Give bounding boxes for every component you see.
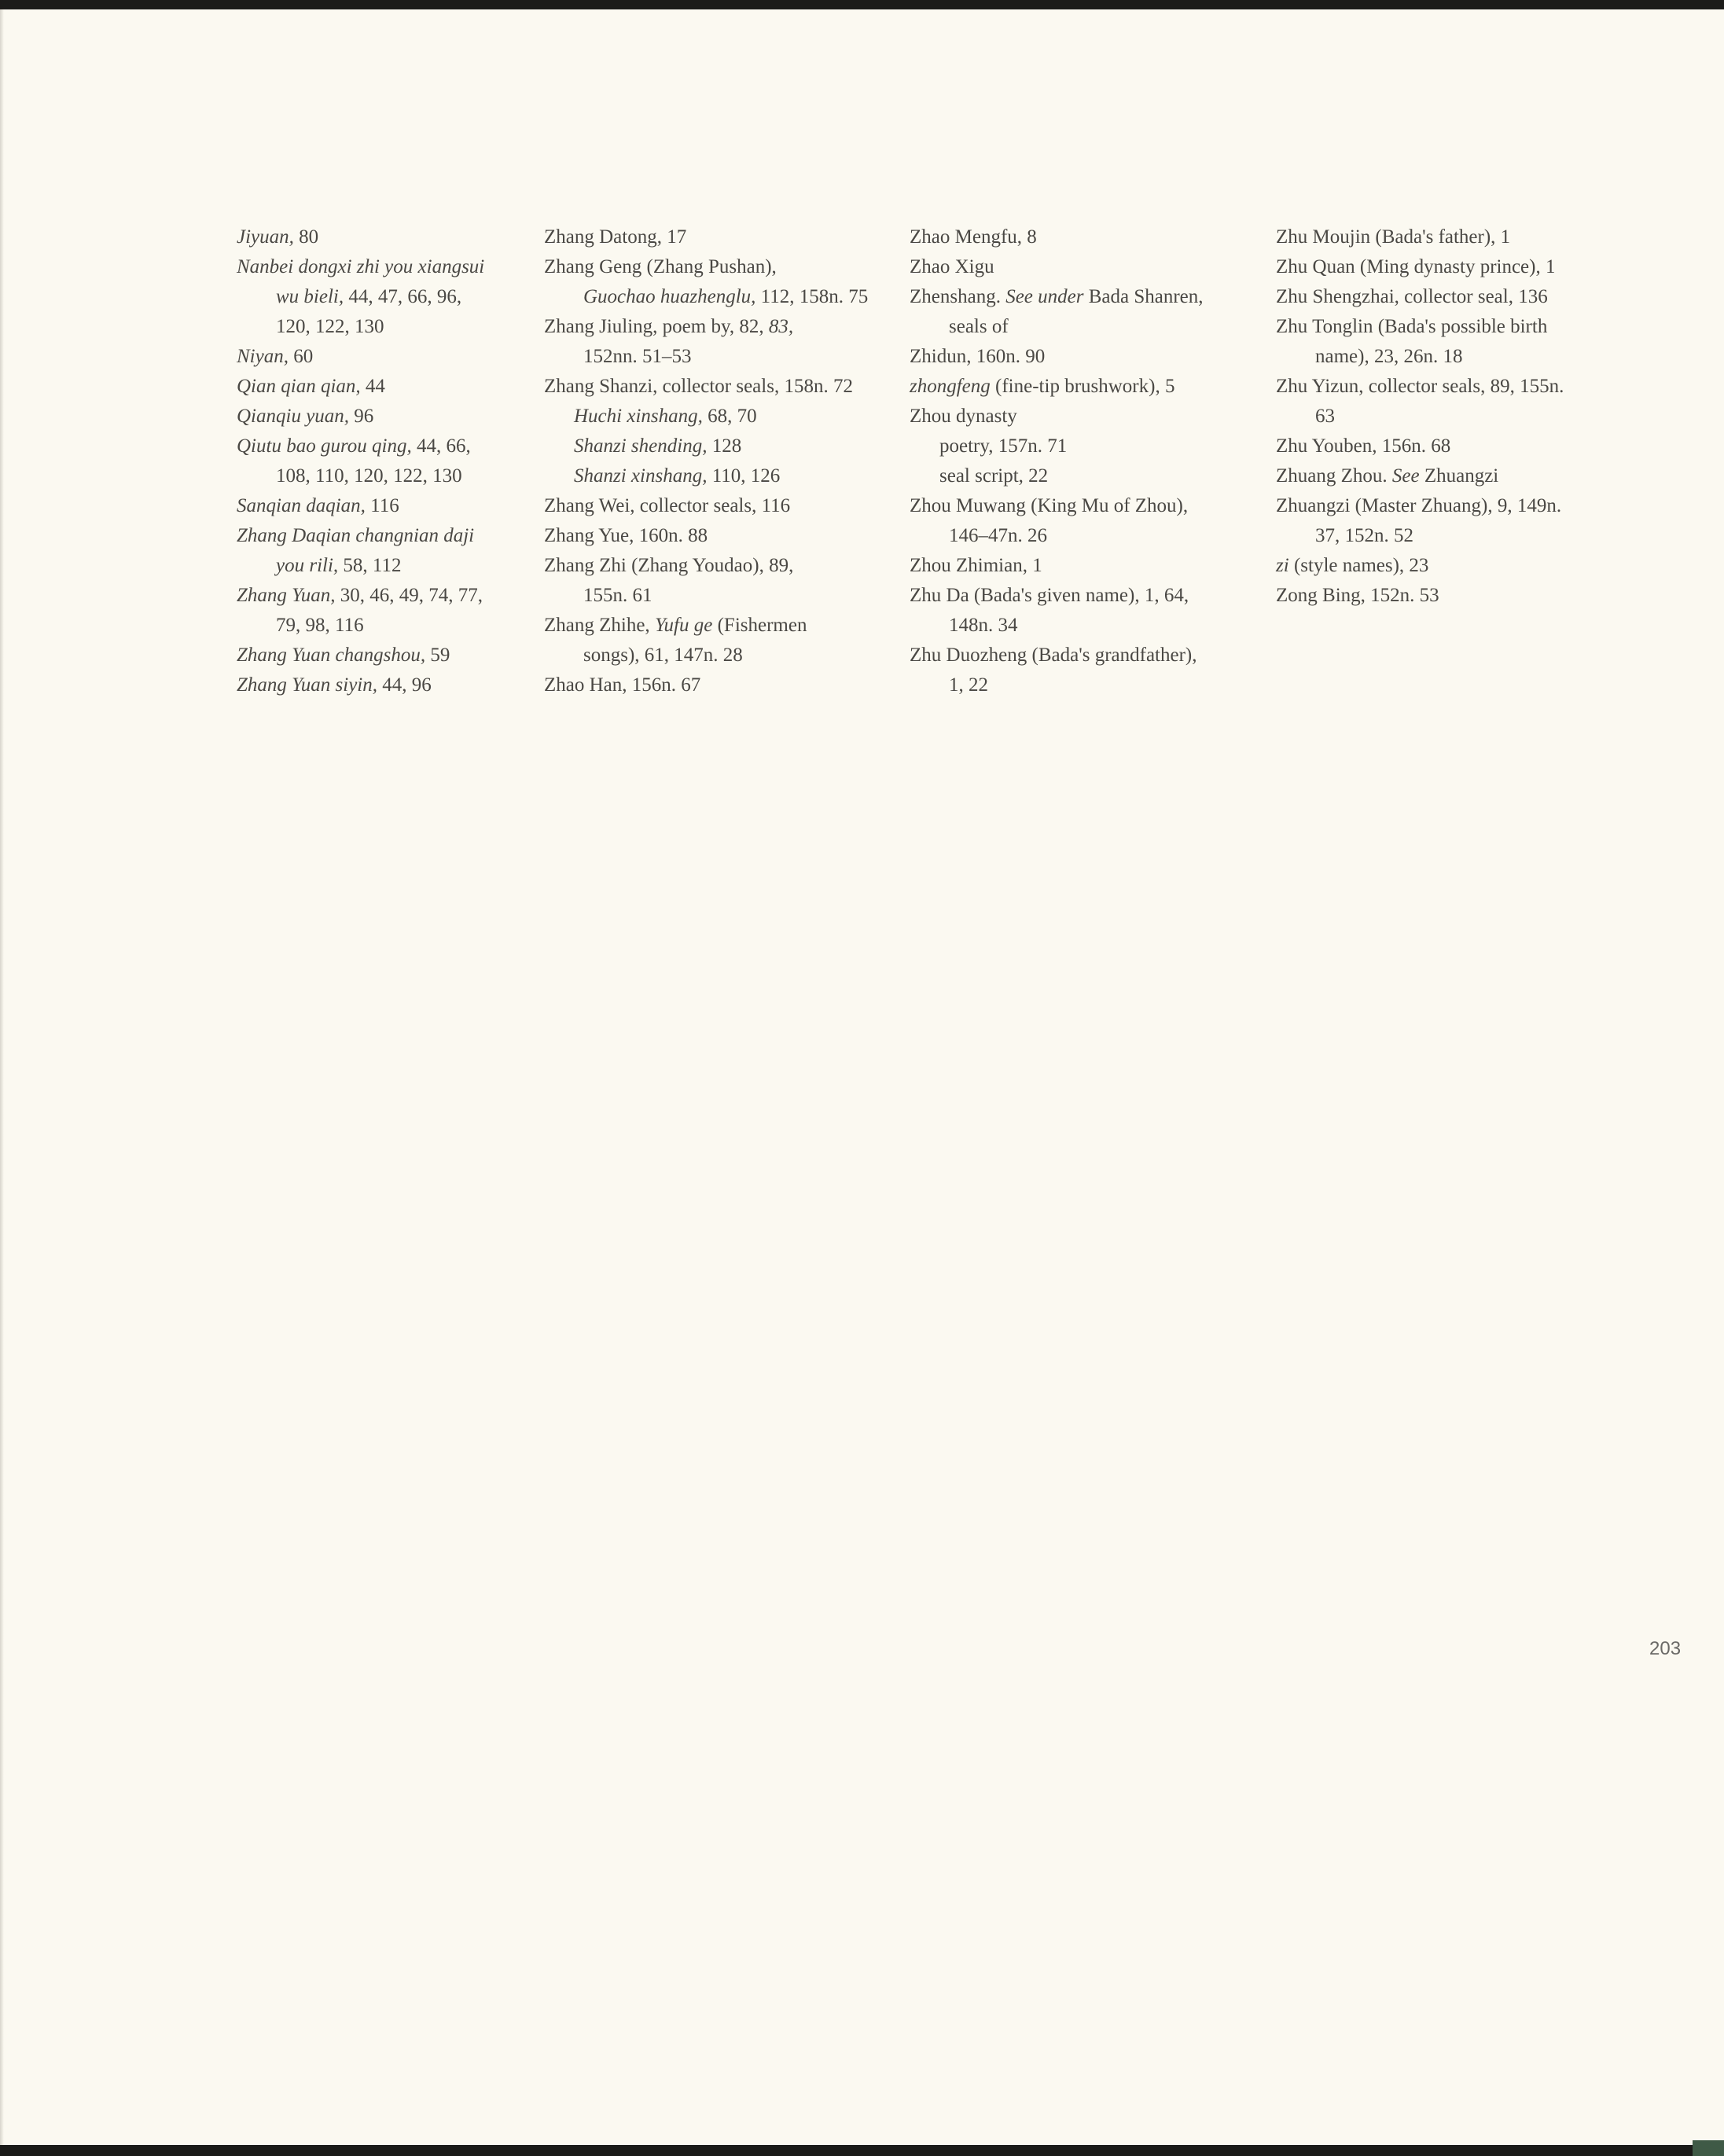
index-text: 58, 112 bbox=[338, 555, 402, 576]
index-text-italic: Zhang Yuan, bbox=[237, 585, 336, 606]
index-entry bbox=[544, 312, 874, 372]
index-text-italic: Guochao huazhenglu, bbox=[583, 286, 756, 307]
index-entry bbox=[544, 551, 874, 611]
index-text: Zhou Zhimian, 1 bbox=[910, 555, 1042, 576]
index-text: Zhou Muwang (King Mu of Zhou), 146–47n. 26 bbox=[910, 495, 1189, 546]
index-subentry bbox=[544, 432, 874, 461]
index-text: Zhuangzi bbox=[1419, 465, 1499, 487]
index-text: 112, 158n. 75 bbox=[755, 286, 869, 307]
index-text: Zhang Yue, 160n. 88 bbox=[544, 525, 708, 546]
index-text: Zhang Geng (Zhang Pushan), bbox=[544, 256, 777, 277]
index-column-4 bbox=[1276, 222, 1606, 611]
index-entry bbox=[237, 372, 508, 402]
index-entry bbox=[1276, 551, 1606, 581]
index-text: 116 bbox=[365, 495, 399, 516]
index-entry bbox=[910, 222, 1240, 252]
index-text: 44 bbox=[360, 376, 385, 397]
index-subentry bbox=[910, 461, 1240, 491]
index-text-italic: 83, bbox=[768, 316, 794, 337]
index-text-italic: Zhang Yuan changshou, bbox=[237, 645, 426, 666]
index-entry bbox=[910, 402, 1240, 432]
index-entry bbox=[1276, 461, 1606, 491]
index-text: Zhang Zhi (Zhang Youdao), 89, 155n. 61 bbox=[544, 555, 794, 606]
index-text: Zhu Shengzhai, collector seal, 136 bbox=[1276, 286, 1548, 307]
index-text-italic: Shanzi shending, bbox=[574, 435, 708, 457]
index-text: Zhuangzi (Master Zhuang), 9, 149n. 37, 152n. 52 bbox=[1276, 495, 1562, 546]
index-entry bbox=[910, 342, 1240, 372]
index-text: 80 bbox=[293, 226, 319, 248]
index-text: Zhao Mengfu, 8 bbox=[910, 226, 1037, 248]
index-entry bbox=[910, 282, 1240, 342]
index-entry bbox=[910, 252, 1240, 282]
scan-bottom-edge bbox=[0, 2145, 1724, 2156]
index-text-italic: Shanzi xinshang, bbox=[574, 465, 708, 487]
index-entry bbox=[237, 222, 508, 252]
index-entry bbox=[910, 551, 1240, 581]
index-text: Bada Shanren, seals of bbox=[949, 286, 1204, 337]
index-entry bbox=[544, 491, 874, 521]
index-text: Zhang Shanzi, collector seals, 158n. 72 bbox=[544, 376, 853, 397]
index-text: seal script, 22 bbox=[939, 465, 1049, 487]
index-entry bbox=[544, 611, 874, 670]
index-text-italic: Qiutu bao gurou qing, bbox=[237, 435, 412, 457]
index-text-italic: Nanbei dongxi zhi you xiangsui wu bieli, bbox=[237, 256, 485, 307]
index-entry bbox=[910, 581, 1240, 641]
index-entry bbox=[237, 581, 508, 641]
index-text: Zhu Yizun, collector seals, 89, 155n. 63 bbox=[1276, 376, 1564, 427]
index-text: Zhenshang. bbox=[910, 286, 1006, 307]
index-text-italic: Yufu ge bbox=[654, 615, 713, 636]
index-entry bbox=[237, 432, 508, 491]
index-text: 44, 47, 66, 96, 120, 122, 130 bbox=[276, 286, 462, 337]
index-text: Zhu Youben, 156n. 68 bbox=[1276, 435, 1451, 457]
index-entry bbox=[237, 491, 508, 521]
index-text-italic: Qianqiu yuan, bbox=[237, 406, 350, 427]
index-entry bbox=[237, 252, 508, 342]
index-text-italic: zhongfeng bbox=[910, 376, 991, 397]
index-text: Zhu Duozheng (Bada's grandfather), 1, 22 bbox=[910, 645, 1197, 696]
index-text: 30, 46, 49, 74, 77, 79, 98, 116 bbox=[276, 585, 483, 636]
index-text: Zhuang Zhou. bbox=[1276, 465, 1392, 487]
index-entry bbox=[1276, 432, 1606, 461]
index-text: Zhu Quan (Ming dynasty prince), 1 bbox=[1276, 256, 1556, 277]
index-subentry bbox=[910, 432, 1240, 461]
index-subentry bbox=[544, 402, 874, 432]
index-text: (fine-tip brushwork), 5 bbox=[990, 376, 1175, 397]
index-text: 68, 70 bbox=[702, 406, 757, 427]
index-text: poetry, 157n. 71 bbox=[939, 435, 1068, 457]
index-text: Zhidun, 160n. 90 bbox=[910, 346, 1046, 367]
index-text: 44, 96 bbox=[377, 674, 432, 696]
index-text: Zhang Datong, 17 bbox=[544, 226, 687, 248]
index-text: (Fishermen songs), 61, 147n. 28 bbox=[583, 615, 807, 666]
index-entry bbox=[1276, 282, 1606, 312]
index-text: 60 bbox=[288, 346, 314, 367]
index-text: Zhu Moujin (Bada's father), 1 bbox=[1276, 226, 1511, 248]
index-text: Zhang Jiuling, poem by, 82, bbox=[544, 316, 769, 337]
index-entry bbox=[1276, 252, 1606, 282]
index-text: Zhou dynasty bbox=[910, 406, 1017, 427]
index-column-3 bbox=[910, 222, 1240, 700]
index-entry bbox=[1276, 222, 1606, 252]
index-entry bbox=[1276, 372, 1606, 432]
index-entry bbox=[544, 252, 874, 312]
index-text-italic: Zhang Yuan siyin, bbox=[237, 674, 377, 696]
index-text: Zhao Han, 156n. 67 bbox=[544, 674, 701, 696]
index-text: Zhang Zhihe, bbox=[544, 615, 655, 636]
index-entry bbox=[544, 670, 874, 700]
index-column-1 bbox=[237, 222, 508, 700]
page-number: 203 bbox=[1649, 1638, 1682, 1659]
index-text: Zhao Xigu bbox=[910, 256, 994, 277]
index-text: 128 bbox=[707, 435, 742, 457]
index-entry bbox=[1276, 312, 1606, 372]
index-entry bbox=[910, 372, 1240, 402]
index-text: 44, 66, 108, 110, 120, 122, 130 bbox=[276, 435, 471, 487]
index-text: Zhu Da (Bada's given name), 1, 64, 148n. 34 bbox=[910, 585, 1189, 636]
index-entry bbox=[237, 670, 508, 700]
index-text: 152nn. 51–53 bbox=[583, 346, 692, 367]
index-text-italic: Huchi xinshang, bbox=[574, 406, 703, 427]
index-entry bbox=[544, 372, 874, 402]
index-text-italic: See under bbox=[1005, 286, 1084, 307]
index-entry bbox=[237, 402, 508, 432]
index-entry bbox=[910, 491, 1240, 551]
index-text-italic: Niyan, bbox=[237, 346, 289, 367]
index-text-italic: Qian qian qian, bbox=[237, 376, 361, 397]
index-entry bbox=[544, 222, 874, 252]
index-entry bbox=[1276, 491, 1606, 551]
page-gutter-shadow bbox=[0, 9, 4, 2145]
scan-top-edge bbox=[0, 0, 1724, 9]
index-text: Zong Bing, 152n. 53 bbox=[1276, 585, 1439, 606]
index-text-italic: See bbox=[1391, 465, 1420, 487]
index-entry bbox=[544, 521, 874, 551]
index-text-italic: Jiyuan, bbox=[237, 226, 294, 248]
index-entry bbox=[1276, 581, 1606, 611]
index-subentry bbox=[544, 461, 874, 491]
index-entry bbox=[237, 641, 508, 670]
corner-color-mark bbox=[1693, 2140, 1724, 2156]
index-text-italic: Sanqian daqian, bbox=[237, 495, 366, 516]
index-text-italic: Zhang Daqian changnian daji you rili, bbox=[237, 525, 475, 576]
index-entry bbox=[237, 521, 508, 581]
index-entry bbox=[237, 342, 508, 372]
index-entry bbox=[910, 641, 1240, 700]
index-text: Zhang Wei, collector seals, 116 bbox=[544, 495, 791, 516]
index-text: 96 bbox=[349, 406, 374, 427]
index-text-italic: zi bbox=[1276, 555, 1289, 576]
index-text: 59 bbox=[425, 645, 450, 666]
index-text: (style names), 23 bbox=[1288, 555, 1429, 576]
index-text: 110, 126 bbox=[707, 465, 781, 487]
index-column-2 bbox=[544, 222, 874, 700]
index-text: Zhu Tonglin (Bada's possible birth name), 23, 26n. 18 bbox=[1276, 316, 1548, 367]
